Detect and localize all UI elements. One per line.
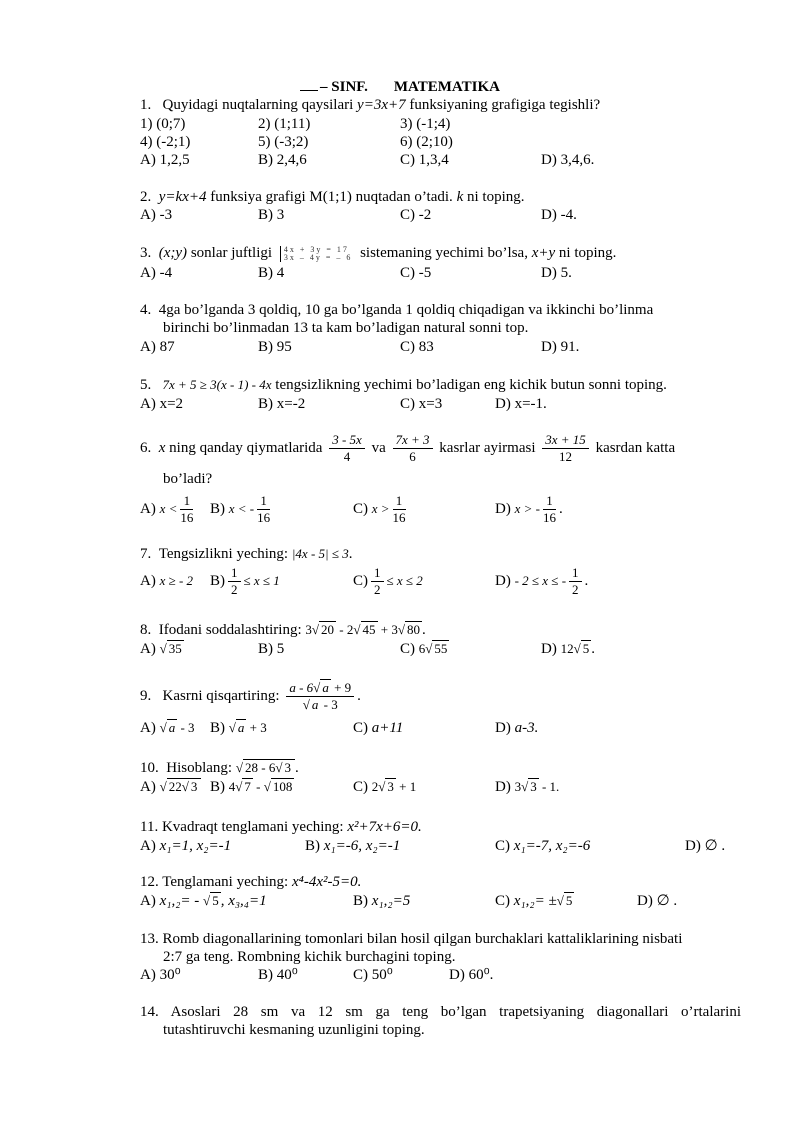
q10-inner-radicand: 3 xyxy=(284,760,291,775)
q10-option-d[interactable] xyxy=(495,778,559,796)
q6-option-b-num: 1 xyxy=(257,493,270,510)
q9-option-a-label: A) xyxy=(140,720,156,736)
q9-option-c-value: a+11 xyxy=(371,720,404,736)
q4-line-2: birinchi bo’linmadan 13 ta kam bo’ladigan natural sonni top. xyxy=(163,320,529,336)
q1-text-b: funksiyaning grafigiga tegishli? xyxy=(405,97,601,113)
question-2 xyxy=(140,188,525,206)
q4-line-1: 4ga bo’lganda 3 qoldiq, 10 ga bo’lganda 1 qoldiq chiqadigan va ikkinchi bo’linma xyxy=(158,302,654,318)
q10-number: 10. xyxy=(140,760,159,776)
q7-option-a[interactable] xyxy=(140,563,193,599)
q12-option-b[interactable] xyxy=(353,892,410,910)
q12-option-c-label: C) xyxy=(495,893,514,909)
q10-radicand: 28 - 6 xyxy=(244,760,276,775)
q9-number: 9. xyxy=(140,688,152,704)
q9-option-b[interactable] xyxy=(210,719,267,737)
q6-option-d-fraction xyxy=(543,493,556,526)
q6-option-b-fraction xyxy=(257,493,270,526)
q13-option-a[interactable]: A) 30⁰ xyxy=(140,967,181,983)
q4-option-a[interactable]: A) 87 xyxy=(140,339,175,355)
q3-option-a[interactable]: A) -4 xyxy=(140,265,173,281)
q12-option-c-value: x₁,₂= ± xyxy=(513,893,557,909)
q12-option-c[interactable] xyxy=(495,892,574,910)
q4-option-c[interactable]: C) 83 xyxy=(400,339,434,355)
q13-option-d[interactable]: D) 60⁰. xyxy=(449,967,494,983)
q9-option-b-label: B) xyxy=(210,720,225,736)
q6-option-d-expr: x > - xyxy=(514,501,540,516)
q5-option-b[interactable]: B) x=-2 xyxy=(258,396,306,412)
q10-option-b-root: √ 7 xyxy=(235,779,251,794)
q7-option-a-label: A) xyxy=(140,573,156,589)
q12-option-d[interactable]: D) ∅ . xyxy=(637,893,678,909)
q10-option-a-radicand: 22 xyxy=(168,779,182,794)
q7-text: Tengsizlikni yeching: xyxy=(158,546,292,562)
q1-point: 6) (2;10) xyxy=(400,134,453,150)
q7-option-b-den: 2 xyxy=(231,582,238,598)
q1-option-b[interactable]: B) 2,4,6 xyxy=(258,152,307,168)
q1-point: 3) (-1;4) xyxy=(400,116,451,132)
q14-line-1: Asoslari 28 sm va 12 sm ga teng bo’lgan trapetsiyaning diagonallari o’rtalarini xyxy=(170,1004,741,1020)
q11-option-c[interactable] xyxy=(495,837,590,855)
q14-line-2: tutashtiruvchi kesmaning uzunligini toping. xyxy=(163,1022,425,1038)
q10-option-b-radicand: 7 xyxy=(244,779,251,794)
q2-option-c[interactable]: C) -2 xyxy=(400,207,432,223)
q4-option-d[interactable]: D) 91. xyxy=(541,339,580,355)
q10-option-b-label: B) xyxy=(210,779,225,795)
q7-option-d-fraction xyxy=(569,565,582,598)
q12-option-c-radicand: 5 xyxy=(565,893,573,908)
q9-numerator-radicand: a xyxy=(322,680,329,696)
q7-option-d-num: 1 xyxy=(569,565,582,582)
q10-text: Hisoblang: xyxy=(166,760,236,776)
q6-line-2: bo’ladi? xyxy=(163,471,213,487)
q1-option-d[interactable]: D) 3,4,6. xyxy=(541,152,595,168)
q8-option-d-root: √ 5 xyxy=(573,641,590,656)
q6-option-a-expr: x < xyxy=(159,501,178,516)
q8-option-a[interactable] xyxy=(140,640,184,658)
q6-fraction-1-numerator: 3 - 5x xyxy=(329,432,365,449)
q10-option-d-label: D) xyxy=(495,779,511,795)
q9-option-d-value: a-3. xyxy=(514,720,539,736)
q7-option-c-expr: ≤ x ≤ 2 xyxy=(386,573,423,588)
q9-numerator-pre: a - 6 xyxy=(289,680,314,696)
q7-option-d-dot: . xyxy=(584,573,589,589)
q8-text: Ifodani soddalashtiring: xyxy=(158,622,306,638)
q1-option-a[interactable]: A) 1,2,5 xyxy=(140,152,190,168)
question-3 xyxy=(140,244,616,262)
q7-dot: . xyxy=(348,546,353,562)
q12-text: Tenglamani yeching: xyxy=(162,874,292,890)
q3-pair: (x;y) xyxy=(158,245,188,261)
q6-fraction-2-denominator: 6 xyxy=(409,449,416,465)
q8-option-b[interactable]: B) 5 xyxy=(258,641,285,657)
q8-root-3: √ 80 xyxy=(397,622,420,637)
question-8 xyxy=(140,621,426,639)
class-label: – SINF. xyxy=(320,79,368,95)
q6-fraction-3 xyxy=(542,432,589,465)
question-11 xyxy=(140,818,422,836)
question-14 xyxy=(140,1003,741,1021)
q12-option-a-radicand: 5 xyxy=(212,893,219,908)
q12-option-b-label: B) xyxy=(353,893,372,909)
question-9 xyxy=(140,678,361,714)
q1-point: 4) (-2;1) xyxy=(140,134,191,150)
q3-option-c[interactable]: C) -5 xyxy=(400,265,432,281)
q1-point: 1) (0;7) xyxy=(140,116,186,132)
q11-option-c-value: x₁=-7, x₂=-6 xyxy=(513,838,591,854)
q11-option-c-label: C) xyxy=(495,838,514,854)
q8-root-1: √ 20 xyxy=(311,622,335,637)
q2-option-d[interactable]: D) -4. xyxy=(541,207,577,223)
q6-var: x xyxy=(158,440,166,456)
question-10 xyxy=(140,759,299,777)
q2-text-a: funksiya grafigi M(1;1) nuqtadan o’tadi. xyxy=(206,189,457,205)
q9-numerator-post: + 9 xyxy=(330,680,352,696)
q10-option-d-radicand: 3 xyxy=(530,779,537,794)
q2-option-a[interactable]: A) -3 xyxy=(140,207,173,223)
q8-option-a-label: A) xyxy=(140,641,156,657)
q11-text: Kvadraqt tenglamani yeching: xyxy=(161,819,348,835)
q5-option-d[interactable]: D) x=-1. xyxy=(495,396,547,412)
q8-option-c-root: √ 55 xyxy=(425,641,448,656)
q7-option-b-fraction xyxy=(228,565,241,598)
q12-option-a-label: A) xyxy=(140,893,160,909)
q6-text-b: kasrlar ayirmasi xyxy=(439,440,540,456)
q9-option-d[interactable] xyxy=(495,719,538,737)
q6-fraction-3-numerator: 3x + 15 xyxy=(542,432,589,449)
q8-option-c-coef: 6 xyxy=(418,641,426,656)
q7-option-d[interactable] xyxy=(495,563,588,599)
q13-option-c[interactable]: C) 50⁰ xyxy=(353,967,393,983)
q8-option-c-label: C) xyxy=(400,641,415,657)
q2-text-b: ni toping. xyxy=(463,189,525,205)
q8-number: 8. xyxy=(140,622,152,638)
q7-option-b-label: B) xyxy=(210,573,225,589)
q3-text-a: sonlar juftligi xyxy=(187,245,276,261)
q12-option-b-value: x₁,₂=5 xyxy=(371,893,411,909)
q10-option-c-post: + 1 xyxy=(395,779,417,794)
q10-root: √ 28 - 6√ 3 xyxy=(236,759,295,777)
q6-va: va xyxy=(371,440,390,456)
q4-number: 4. xyxy=(140,302,152,318)
q7-option-d-label: D) xyxy=(495,573,511,589)
q6-option-c-den: 16 xyxy=(392,510,406,526)
q11-option-d[interactable]: D) ∅ . xyxy=(685,838,726,854)
q12-option-a[interactable] xyxy=(140,892,267,910)
q8-coef-1: 3 xyxy=(305,622,312,637)
q7-inequality: |4x - 5| ≤ 3 xyxy=(291,546,349,561)
q10-option-b-radicand-2: 108 xyxy=(272,779,293,794)
q6-option-d[interactable] xyxy=(495,491,563,527)
q6-option-c[interactable] xyxy=(353,491,409,527)
q8-option-d-radicand: 5 xyxy=(582,641,590,656)
q6-option-b-expr: x < - xyxy=(228,501,255,516)
q10-option-d-coef: 3 xyxy=(514,779,522,794)
q10-option-c-root: √ 3 xyxy=(378,779,394,794)
q9-dot: . xyxy=(357,688,361,704)
q6-option-a-label: A) xyxy=(140,501,156,517)
q8-option-d-coef: 12 xyxy=(560,641,574,656)
q6-option-a[interactable] xyxy=(140,491,196,527)
q6-option-c-fraction xyxy=(393,493,406,526)
question-5 xyxy=(140,376,667,394)
q6-option-b-den: 16 xyxy=(257,510,271,526)
question-13 xyxy=(140,930,682,948)
q11-option-a[interactable] xyxy=(140,837,231,855)
q10-option-c-label: C) xyxy=(353,779,368,795)
q9-option-a-root: √ a xyxy=(159,720,176,735)
q9-numerator-root: √ a xyxy=(313,680,329,696)
q9-option-a[interactable] xyxy=(140,719,195,737)
q13-line-1: Romb diagonallarining tomonlari bilan hosil qilgan burchaklari kattaliklarining nisbati xyxy=(162,931,683,947)
q6-text-a: ning qanday qiymatlarida xyxy=(165,440,327,456)
q11-number: 11. xyxy=(140,819,159,835)
q8-option-d-label: D) xyxy=(541,641,557,657)
q9-denominator-root: √ a xyxy=(302,697,319,713)
question-1 xyxy=(140,96,600,114)
q6-option-c-num: 1 xyxy=(393,493,406,510)
q6-text-c: kasrdan katta xyxy=(595,440,676,456)
q6-option-a-fraction xyxy=(180,493,193,526)
q12-option-a-root: √ 5 xyxy=(203,893,219,908)
q2-option-b[interactable]: B) 3 xyxy=(258,207,285,223)
q14-number: 14. xyxy=(140,1004,159,1020)
q9-option-b-radicand: a xyxy=(237,720,245,735)
q7-option-d-expr: - 2 ≤ x ≤ - xyxy=(514,573,567,588)
q7-number: 7. xyxy=(140,546,152,562)
q7-option-c[interactable] xyxy=(353,563,423,599)
page-title xyxy=(0,78,800,96)
q8-radicand-2: 45 xyxy=(362,622,376,637)
q7-option-c-den: 2 xyxy=(374,582,381,598)
q7-option-d-den: 2 xyxy=(572,582,579,598)
q10-option-a-inner-radicand: 3 xyxy=(190,779,198,794)
q10-option-c-coef: 2 xyxy=(371,779,379,794)
q6-option-d-dot: . xyxy=(558,501,563,517)
q10-option-c-radicand: 3 xyxy=(387,779,394,794)
q13-line-2: 2:7 ga teng. Rombning kichik burchagini toping. xyxy=(163,949,456,965)
q7-option-b[interactable] xyxy=(210,563,280,599)
q8-option-d-dot: . xyxy=(591,641,595,657)
q10-option-b-root-2: √ 108 xyxy=(263,779,293,794)
q12-option-c-root: √ 5 xyxy=(556,893,573,908)
q1-point: 2) (1;11) xyxy=(258,116,311,132)
q9-option-c-label: C) xyxy=(353,720,368,736)
q1-text-a: Quyidagi nuqtalarning qaysilari xyxy=(162,97,358,113)
q6-number: 6. xyxy=(140,440,152,456)
q10-option-c[interactable] xyxy=(353,778,416,796)
q9-denominator-post: - 3 xyxy=(320,697,338,713)
q9-option-d-label: D) xyxy=(495,720,511,736)
question-6 xyxy=(140,430,675,466)
q8-radicand-3: 80 xyxy=(407,622,420,637)
q3-option-b[interactable]: B) 4 xyxy=(258,265,285,281)
q12-option-a-value-2: , x₃,₄=1 xyxy=(220,893,267,909)
q8-op-1: - 2 xyxy=(336,622,354,637)
question-12 xyxy=(140,873,361,891)
q12-option-a-value-1: x₁,₂= - xyxy=(159,893,200,909)
q8-option-a-radicand: 35 xyxy=(168,641,182,656)
q3-text-c: ni toping. xyxy=(555,245,617,261)
q6-fraction-1-denominator: 4 xyxy=(343,449,351,465)
q12-equation: x⁴-4x²-5=0. xyxy=(291,874,362,890)
q9-option-a-radicand: a xyxy=(168,720,176,735)
q5-text: tengsizlikning yechimi bo’ladigan eng kichik butun sonni toping. xyxy=(271,377,667,393)
q8-root-2: √ 45 xyxy=(353,622,376,637)
q9-option-b-root: √ a xyxy=(228,720,245,735)
q6-fraction-2-numerator: 7x + 3 xyxy=(393,432,433,449)
q1-function: y=3x+7 xyxy=(357,97,406,113)
q8-option-a-root: √ 35 xyxy=(159,641,182,656)
q10-option-a-root: √ 22√ 3 xyxy=(160,778,202,796)
q3-system xyxy=(280,246,353,262)
q6-option-d-label: D) xyxy=(495,501,511,517)
q6-option-c-expr: x > xyxy=(371,501,390,516)
q10-option-b[interactable] xyxy=(210,778,294,796)
q11-option-a-label: A) xyxy=(140,838,160,854)
q8-option-c-radicand: 55 xyxy=(434,641,448,656)
q7-option-c-num: 1 xyxy=(371,565,384,582)
q3-system-eq2: 3x – 4y = – 6 xyxy=(283,252,353,262)
q11-equation: x²+7x+6=0. xyxy=(347,819,422,835)
q7-option-b-num: 1 xyxy=(228,565,241,582)
q13-option-b[interactable]: B) 40⁰ xyxy=(258,967,298,983)
q6-fraction-2 xyxy=(393,432,433,465)
q10-option-a[interactable] xyxy=(140,778,201,796)
q9-text: Kasrni qisqartiring: xyxy=(162,688,284,704)
q6-fraction-1 xyxy=(329,432,365,465)
q9-option-b-post: + 3 xyxy=(246,720,267,735)
q2-function: y=kx+4 xyxy=(158,189,207,205)
q11-option-b-label: B) xyxy=(305,838,324,854)
q8-option-c[interactable] xyxy=(400,640,449,658)
q2-var: k xyxy=(456,189,464,205)
q3-text-b: sistemaning yechimi bo’lsa, xyxy=(356,245,532,261)
question-4 xyxy=(140,301,653,319)
q11-option-b-value: x₁=-6, x₂=-1 xyxy=(323,838,401,854)
q13-number: 13. xyxy=(140,931,159,947)
q10-option-a-inner-root: √ 3 xyxy=(181,779,198,794)
q3-option-d[interactable]: D) 5. xyxy=(541,265,572,281)
q10-option-a-label: A) xyxy=(140,779,156,795)
q8-option-d[interactable] xyxy=(541,640,595,658)
q6-fraction-3-denominator: 12 xyxy=(559,449,573,465)
q6-option-b[interactable] xyxy=(210,491,273,527)
q11-option-a-value: x₁=1, x₂=-1 xyxy=(159,838,232,854)
q5-number: 5. xyxy=(140,377,152,393)
q7-option-c-fraction xyxy=(371,565,384,598)
q6-option-b-label: B) xyxy=(210,501,225,517)
q3-number: 3. xyxy=(140,245,152,261)
q9-option-c[interactable] xyxy=(353,719,403,737)
q5-inequality: 7x + 5 ≥ 3(x - 1) - 4x xyxy=(162,377,272,392)
q10-option-d-root: √ 3 xyxy=(521,779,537,794)
q12-number: 12. xyxy=(140,874,159,890)
q1-option-c[interactable]: C) 1,3,4 xyxy=(400,152,449,168)
q8-radicand-1: 20 xyxy=(321,622,335,637)
q10-inner-root: √ 3 xyxy=(275,760,291,775)
q1-point: 5) (-3;2) xyxy=(258,134,309,150)
q3-expr: x+y xyxy=(531,245,556,261)
q4-option-b[interactable]: B) 95 xyxy=(258,339,292,355)
q7-option-b-expr: ≤ x ≤ 1 xyxy=(243,573,280,588)
class-blank xyxy=(300,78,318,91)
q10-dot: . xyxy=(294,760,299,776)
q6-option-a-den: 16 xyxy=(180,510,194,526)
q7-option-c-label: C) xyxy=(353,573,368,589)
q6-option-c-label: C) xyxy=(353,501,368,517)
q5-option-a[interactable]: A) x=2 xyxy=(140,396,184,412)
q9-fraction xyxy=(286,680,354,713)
q11-option-b[interactable] xyxy=(305,837,400,855)
subject-label: MATEMATIKA xyxy=(393,79,500,95)
q8-op-2: + 3 xyxy=(377,622,398,637)
question-7 xyxy=(140,545,352,563)
q8-dot: . xyxy=(422,622,426,638)
q7-option-a-expr: x ≥ - 2 xyxy=(159,573,194,588)
q10-option-b-op: - xyxy=(252,779,264,794)
q2-number: 2. xyxy=(140,189,152,205)
q9-option-a-post: - 3 xyxy=(177,720,195,735)
q1-number: 1. xyxy=(140,97,152,113)
q10-option-d-post: - 1. xyxy=(538,779,560,794)
q6-option-d-den: 16 xyxy=(542,510,556,526)
q3-system-eq1: 4x + 3y = 17 xyxy=(283,244,349,254)
q5-option-c[interactable]: C) x=3 xyxy=(400,396,443,412)
q6-option-a-num: 1 xyxy=(180,493,193,510)
q9-denominator-radicand: a xyxy=(311,697,319,713)
q6-option-d-num: 1 xyxy=(543,493,556,510)
q10-option-b-coef: 4 xyxy=(228,779,236,794)
